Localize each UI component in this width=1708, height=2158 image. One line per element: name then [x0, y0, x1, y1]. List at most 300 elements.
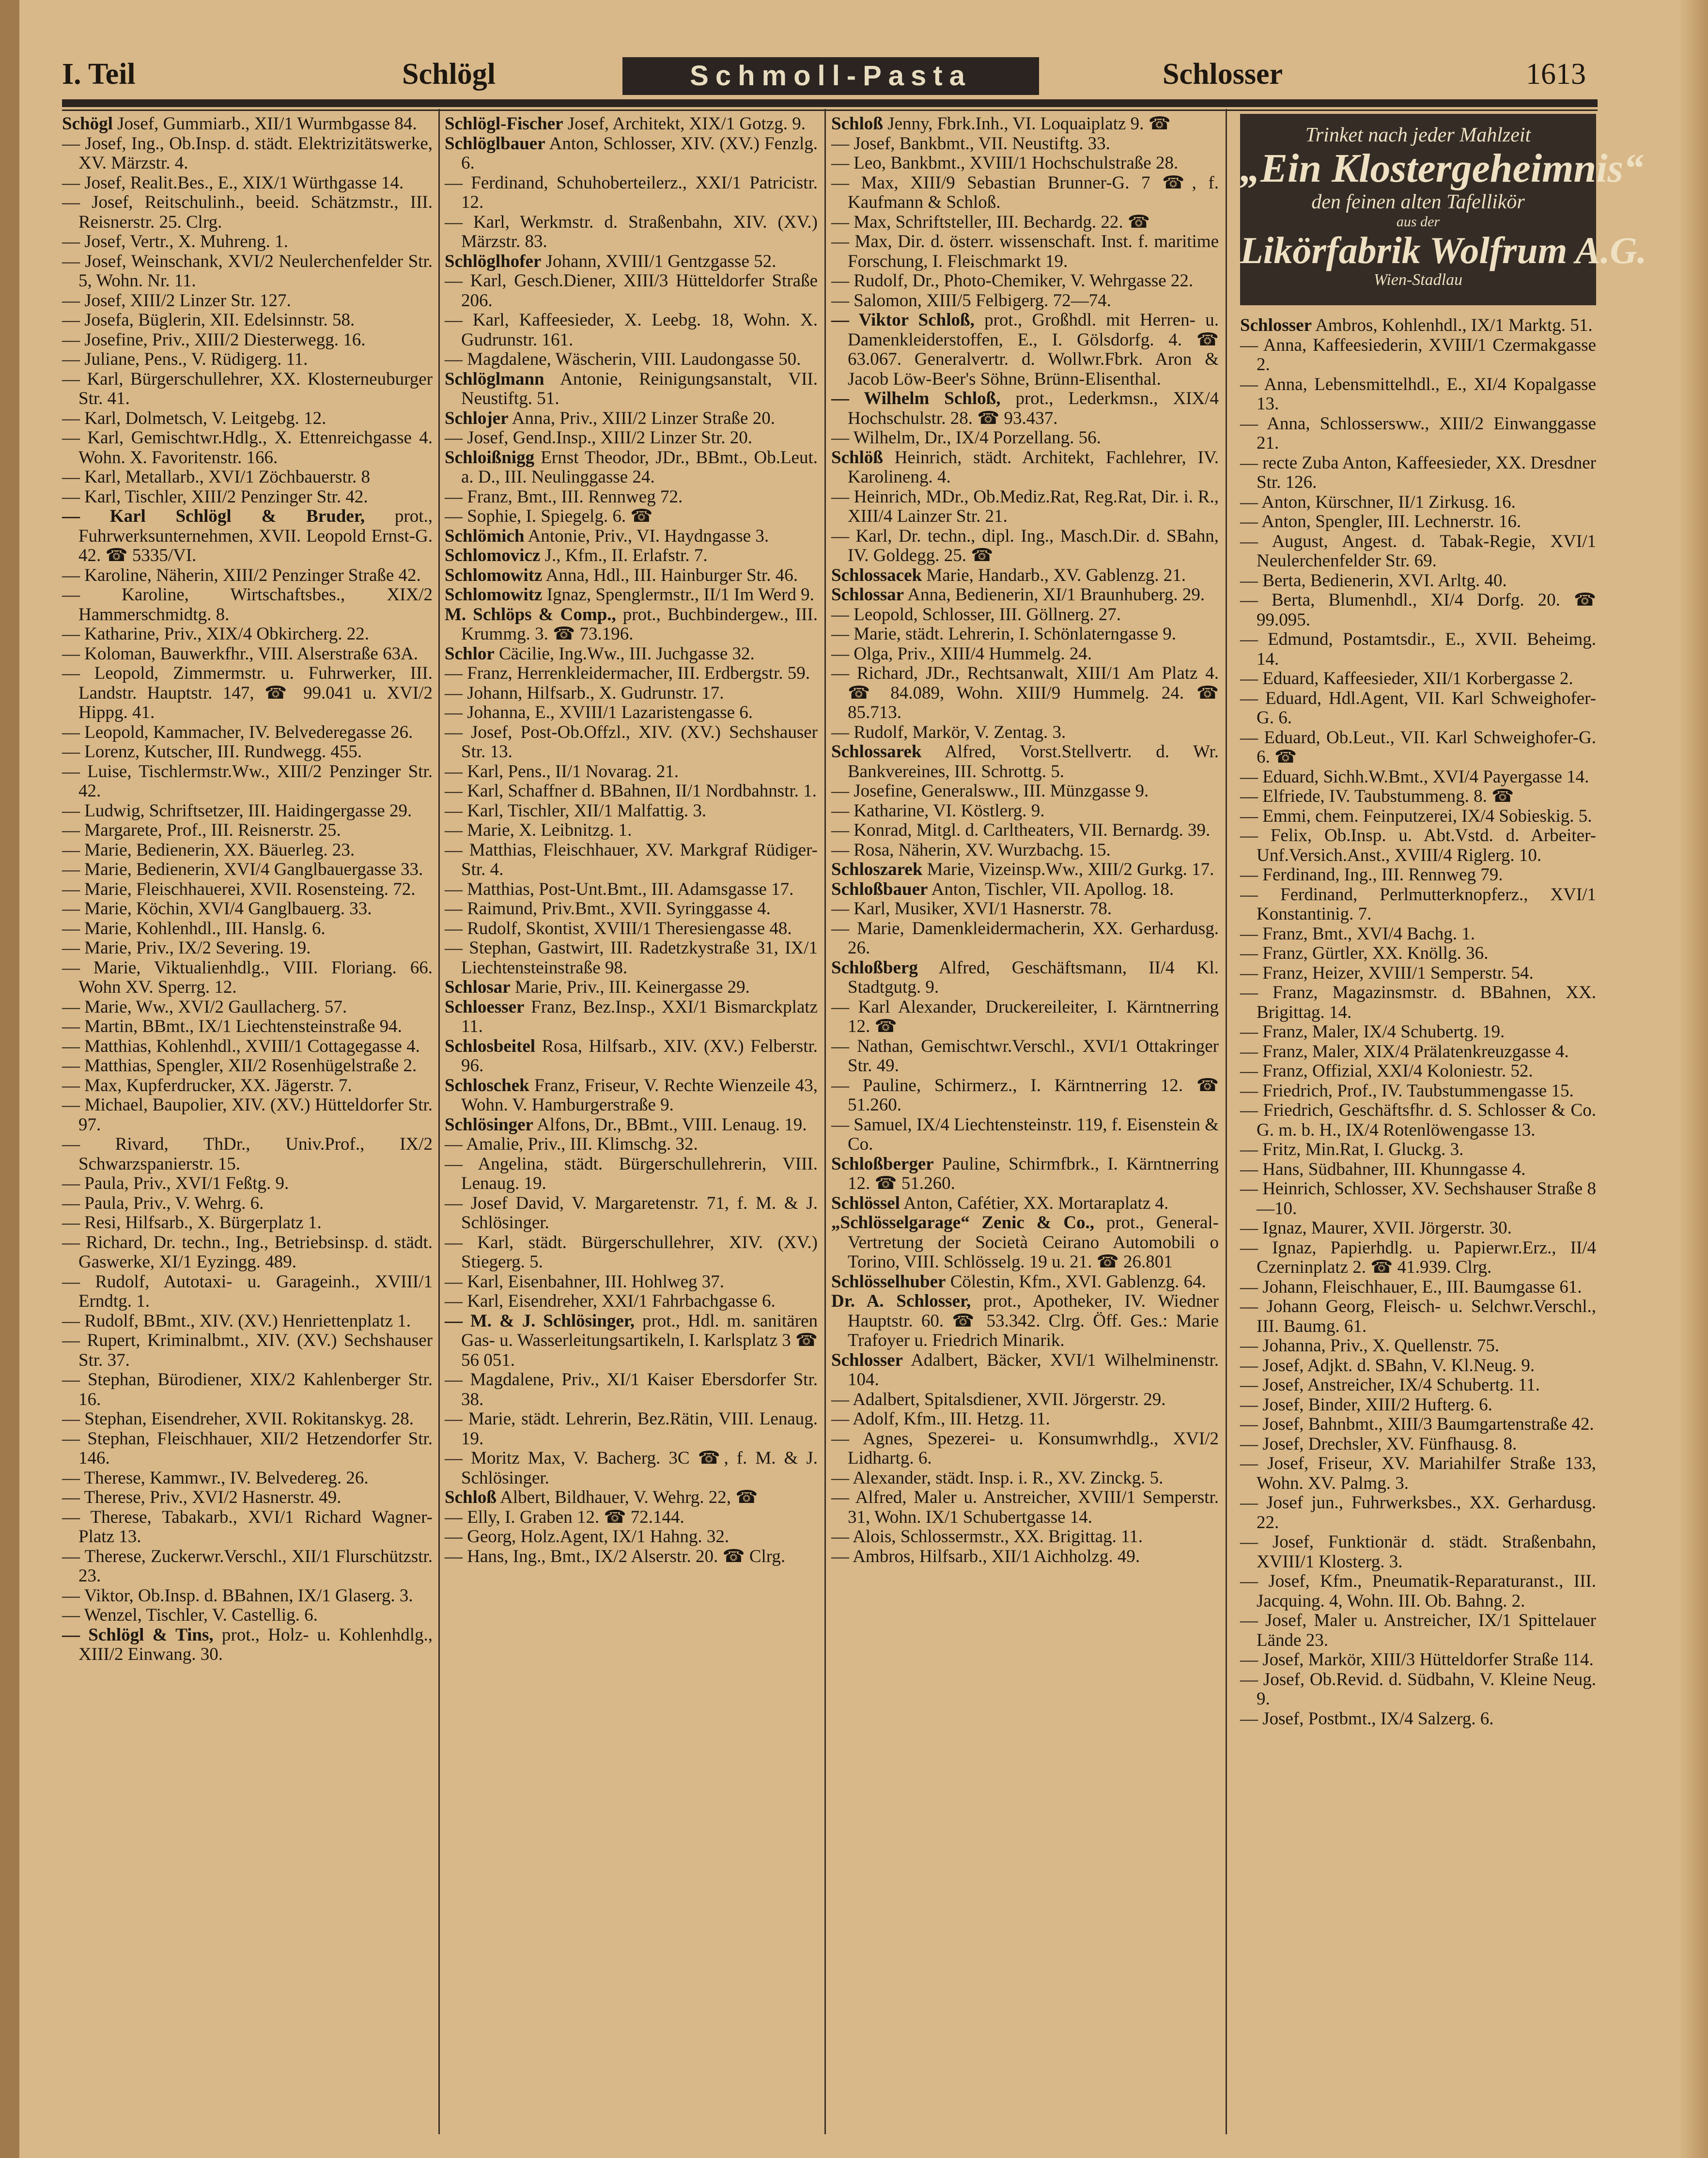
entry-details: — Franz, Maler, IX/4 Schubertg. 19.: [1240, 1022, 1505, 1042]
directory-entry: [62, 919, 433, 939]
entry-details: — Leopold, Kammacher, IV. Belvederegasse 26.: [62, 722, 413, 742]
entry-details: prot., Holz- u. Kohlenhdlg., XIII/2 Einwang. 30.: [78, 1625, 433, 1664]
directory-entry: [62, 1331, 433, 1370]
directory-entry: [62, 998, 433, 1017]
entry-details: — Heinrich, MDr., Ob.Mediz.Rat, Reg.Rat, Dir. i. R., XIII/4 Lainzer Str. 21.: [831, 486, 1219, 526]
entry-details: Anton, Cafétier, XX. Mortaraplatz 4.: [900, 1193, 1169, 1213]
entry-details: — Eduard, Hdl.Agent, VII. Karl Schweighofer-G. 6.: [1240, 688, 1596, 728]
entry-details: prot., General-Vertretung der Società Ceirano Automobili o Torino, VIII. Schlösselg. 19 u. 21. ☎ 26.801: [848, 1213, 1219, 1272]
entry-details: — Karl, Gesch.Diener, XIII/3 Hütteldorfer Straße 206.: [445, 271, 818, 311]
entry-details: — Josef, Vertr., X. Muhreng. 1.: [62, 232, 288, 251]
entry-details: prot., Apotheker, IV. Wiedner Hauptstr. 60. ☎ 53.342. Clrg. Öff. Ges.: Marie Trafoyer u. Friedrich Minarik.: [848, 1291, 1219, 1350]
directory-entry: [62, 801, 433, 821]
entry-details: — Karl, Tischler, XII/1 Malfattig. 3.: [445, 800, 707, 821]
entry-details: Franz, Friseur, V. Rechte Wienzeile 43, Wohn. V. Hamburgerstraße 9.: [461, 1075, 818, 1115]
entry-surname: Schlor: [445, 643, 495, 664]
directory-entry: [831, 1527, 1219, 1547]
directory-entry: [831, 919, 1219, 958]
entry-details: — Josef, Kfm., Pneumatik-Reparaturanst., III. Jacquing. 4, Wohn. III. Ob. Bahng. 2.: [1240, 1571, 1596, 1611]
directory-entry: [62, 880, 433, 900]
entry-details: — Resi, Hilfsarb., X. Bürgerplatz 1.: [62, 1213, 322, 1233]
entry-details: Josef, Architekt, XIX/1 Gotzg. 9.: [563, 114, 806, 134]
entry-details: — Koloman, Bauwerkfhr., VIII. Alserstraße 63A.: [62, 643, 419, 664]
directory-entry: [1240, 630, 1596, 669]
directory-entry: [445, 271, 818, 311]
directory-entry: [62, 1547, 433, 1586]
directory-entry: [445, 998, 818, 1037]
directory-entry: [831, 1292, 1219, 1351]
header-advert-banner: Schmoll-Pasta: [622, 57, 1039, 95]
directory-entry: [445, 311, 818, 350]
directory-entry: [62, 1409, 433, 1429]
directory-entry: [445, 644, 818, 664]
directory-entry: [1240, 1101, 1596, 1140]
directory-entry: [62, 232, 433, 252]
entry-surname: Schlömich: [445, 526, 525, 546]
directory-entry: [445, 1233, 818, 1272]
entry-details: — Hans, Ing., Bmt., IX/2 Alserstr. 20. ☎ Clrg.: [445, 1546, 786, 1566]
directory-entry: [1240, 493, 1596, 513]
directory-entry: [445, 978, 818, 998]
entry-details: — Rudolf, Autotaxi- u. Garageinh., XVIII/1 Erndtg. 1.: [62, 1271, 433, 1311]
entry-surname: Schloß: [445, 1487, 497, 1507]
directory-entry: [831, 1076, 1219, 1115]
entry-details: — Karl, Eisenbahner, III. Hohlweg 37.: [445, 1271, 724, 1292]
entry-details: — Karl, städt. Bürgerschullehrer, XIV. (XV.) Stiegerg. 5.: [445, 1232, 818, 1272]
directory-column-3: [831, 114, 1219, 1566]
entry-details: — Georg, Holz.Agent, IX/1 Hahng. 32.: [445, 1527, 730, 1547]
directory-entry: [1240, 512, 1596, 532]
entry-details: Anna, Hdl., III. Hainburger Str. 46.: [542, 565, 798, 585]
entry-surname: Schlossacek: [831, 565, 922, 585]
entry-details: — Richard, Dr. techn., Ing., Betriebsinsp. d. städt. Gaswerke, XI/1 Eyzingg. 489.: [62, 1232, 433, 1272]
directory-entry: [831, 1469, 1219, 1488]
directory-entry: [831, 1409, 1219, 1429]
entry-details: — Lorenz, Kutscher, III. Rundwegg. 455.: [62, 742, 362, 762]
entry-details: — Johann, Hilfsarb., X. Gudrunstr. 17.: [445, 683, 724, 703]
entry-details: — Raimund, Priv.Bmt., XVII. Syringgasse 4.: [445, 899, 771, 919]
entry-details: — Stephan, Gastwirt, III. Radetzkystraße 31, IX/1 Liechtensteinstraße 98.: [445, 938, 818, 978]
entry-details: — Salomon, XIII/5 Felbigerg. 72—74.: [831, 290, 1111, 311]
directory-entry: [445, 684, 818, 704]
directory-entry: [1240, 1493, 1596, 1532]
header-last-word: Schlosser: [1163, 58, 1283, 91]
page-number: 1613: [1526, 58, 1586, 91]
directory-entry: [62, 625, 433, 644]
directory-entry: [62, 958, 433, 998]
entry-details: — Marie, Viktualienhdlg., VIII. Floriang. 66. Wohn XV. Sperrg. 12.: [62, 957, 433, 997]
directory-entry: [831, 1429, 1219, 1469]
entry-details: — Karl, Dr. techn., dipl. Ing., Masch.Dir. d. SBahn, IV. Goldegg. 25. ☎: [831, 526, 1219, 565]
directory-entry: [831, 291, 1219, 311]
directory-entry: [62, 1606, 433, 1626]
entry-details: — Katharine, Priv., XIX/4 Obkircherg. 22.: [62, 624, 370, 644]
directory-entry: [445, 1037, 818, 1076]
directory-entry: [1240, 532, 1596, 571]
directory-entry: [831, 585, 1219, 605]
directory-entry: [1240, 1219, 1596, 1238]
entry-surname: „Schlösselgarage“ Zenic & Co.,: [831, 1213, 1094, 1233]
entry-details: — Matthias, Fleischhauer, XV. Markgraf Rüdiger-Str. 4.: [445, 840, 818, 879]
directory-entry: [831, 801, 1219, 821]
entry-details: — Michael, Baupolier, XIV. (XV.) Hütteldorfer Str. 97.: [62, 1095, 433, 1135]
directory-entry: [445, 585, 818, 605]
directory-entry: [1240, 1454, 1596, 1493]
directory-entry: [445, 370, 818, 409]
entry-details: Cölestin, Kfm., XVI. Gablenzg. 64.: [946, 1271, 1206, 1292]
entry-details: Anna, Priv., XIII/2 Linzer Straße 20.: [508, 408, 775, 428]
entry-details: — Karl Alexander, Druckereileiter, I. Kärntnerring 12. ☎: [831, 997, 1219, 1036]
header-first-word: Schlögl: [402, 58, 496, 91]
directory-entry: [62, 644, 433, 664]
directory-entry: [62, 1037, 433, 1057]
directory-entry: [831, 527, 1219, 566]
entry-details: — Stephan, Eisendreher, XVII. Rokitanskyg. 28.: [62, 1409, 414, 1429]
entry-details: — Eduard, Kaffeesieder, XII/1 Korbergasse 2.: [1240, 669, 1573, 688]
directory-entry: [62, 841, 433, 860]
entry-details: — Marie, Fleischhauerei, XVII. Rosensteing. 72.: [62, 879, 416, 899]
entry-details: — Josef David, V. Margaretenstr. 71, f. M. & J. Schlösinger.: [445, 1193, 818, 1233]
entry-details: Franz, Bez.Insp., XXI/1 Bismarckplatz 11.: [461, 997, 818, 1036]
entry-details: — Stephan, Bürodiener, XIX/2 Kahlenberger Str. 16.: [62, 1370, 433, 1409]
entry-surname: Schlöglmann: [445, 369, 544, 389]
entry-details: — Marie, städt. Lehrerin, I. Schönlaterngasse 9.: [831, 624, 1177, 644]
directory-entry: [62, 252, 433, 291]
directory-entry: [445, 448, 818, 487]
entry-details: — Josef, XIII/2 Linzer Str. 127.: [62, 290, 291, 311]
entry-details: — Josef, Anstreicher, IX/4 Schubertg. 11.: [1240, 1375, 1540, 1395]
entry-surname: Schlöß: [831, 447, 883, 468]
directory-entry: [831, 1213, 1219, 1272]
entry-details: — Rudolf, Dr., Photo-Chemiker, V. Wehrgasse 22.: [831, 271, 1194, 291]
entry-details: — Josefa, Büglerin, XII. Edelsinnstr. 58.: [62, 310, 355, 330]
entry-details: Josef, Gummiarb., XII/1 Wurmbgasse 84.: [112, 114, 417, 134]
entry-details: Ambros, Kohlenhdl., IX/1 Marktg. 51.: [1312, 315, 1593, 335]
entry-details: — Therese, Zuckerwr.Verschl., XII/1 Flurschützstr. 23.: [62, 1546, 433, 1586]
entry-details: — Anna, Lebensmittelhdl., E., XI/4 Kopalgasse 13.: [1240, 374, 1596, 414]
directory-entry: [62, 370, 433, 409]
entry-details: — Magdalene, Priv., XI/1 Kaiser Ebersdorfer Str. 38.: [445, 1370, 818, 1409]
entry-details: — Ignaz, Papierhdlg. u. Papierwr.Erz., II/4 Czerninplatz 2. ☎ 41.939. Clrg.: [1240, 1237, 1596, 1277]
entry-details: — Karl, Tischler, XIII/2 Penzinger Str. 42.: [62, 486, 368, 507]
directory-entry: [831, 860, 1219, 880]
directory-entry: [1240, 1376, 1596, 1395]
directory-entry: [62, 1174, 433, 1194]
column-divider: [824, 109, 826, 2134]
directory-entry: [1240, 983, 1596, 1022]
entry-details: — Karl, Musiker, XVI/1 Hasnerstr. 78.: [831, 899, 1112, 919]
directory-entry: [445, 1272, 818, 1292]
entry-details: — Josef, Reitschulinh., beeid. Schätzmstr., III. Reisnerstr. 25. Clrg.: [62, 192, 433, 232]
entry-details: — Magdalene, Wäscherin, VIII. Laudongasse 50.: [445, 349, 801, 369]
entry-details: — Angelina, städt. Bürgerschullehrerin, VIII. Lenaug. 19.: [445, 1154, 818, 1193]
directory-entry: [62, 1370, 433, 1409]
entry-details: — Luise, Tischlermstr.Ww., XIII/2 Penzinger Str. 42.: [62, 761, 433, 801]
directory-entry: [831, 782, 1219, 801]
directory-entry: [1240, 787, 1596, 807]
entry-details: — Karl, Kaffeesieder, X. Leebg. 18, Wohn. X. Gudrunstr. 161.: [445, 310, 818, 350]
directory-entry: [1240, 1415, 1596, 1435]
directory-entry: [62, 134, 433, 173]
entry-surname: Schlosser: [1240, 315, 1312, 335]
directory-entry: [62, 1056, 433, 1076]
entry-details: — Olga, Priv., XIII/4 Hummelg. 24.: [831, 643, 1092, 664]
entry-surname: — Viktor Schloß,: [831, 310, 975, 330]
directory-entry: [62, 1233, 433, 1272]
directory-entry: [445, 801, 818, 821]
entry-details: — Matthias, Kohlenhdl., XVIII/1 Cottagegasse 4.: [62, 1036, 420, 1056]
directory-entry: [831, 566, 1219, 586]
entry-surname: Schlomowitz: [445, 565, 543, 585]
directory-entry: [1240, 767, 1596, 787]
entry-details: — Adalbert, Spitalsdiener, XVII. Jörgerstr. 29.: [831, 1389, 1166, 1409]
directory-entry: [1240, 1650, 1596, 1670]
entry-details: Cäcilie, Ing.Ww., III. Juchgasse 32.: [494, 643, 755, 664]
entry-details: — Martin, BBmt., IX/1 Liechtensteinstraße 94.: [62, 1016, 402, 1036]
directory-entry: [831, 448, 1219, 487]
entry-details: — Josef, Drechsler, XV. Fünfhausg. 8.: [1240, 1434, 1517, 1454]
directory-entry: [831, 880, 1219, 900]
directory-entry: [62, 468, 433, 487]
directory-entry: [1240, 1336, 1596, 1356]
entry-details: — Ignaz, Maurer, XVII. Jörgerstr. 30.: [1240, 1218, 1512, 1238]
directory-entry: [1240, 1611, 1596, 1650]
directory-entry: [831, 1390, 1219, 1410]
entry-details: — Karl, Gemischtwr.Hdlg., X. Ettenreichgasse 4. Wohn. X. Favoritenstr. 166.: [62, 428, 433, 468]
entry-details: — Karoline, Wirtschaftsbes., XIX/2 Hammerschmidtg. 8.: [62, 585, 433, 625]
directory-entry: [445, 1409, 818, 1449]
directory-entry: [62, 585, 433, 625]
entry-details: — Wenzel, Tischler, V. Castellig. 6.: [62, 1605, 318, 1625]
entry-surname: Schloß: [831, 114, 883, 134]
directory-entry: [62, 1488, 433, 1508]
entry-surname: — M. & J. Schlösinger,: [445, 1311, 635, 1331]
directory-entry: [1240, 924, 1596, 944]
directory-entry: [1240, 1435, 1596, 1454]
entry-details: — Franz, Bmt., III. Rennweg 72.: [445, 486, 683, 507]
directory-entry: [445, 938, 818, 978]
directory-entry: [445, 507, 818, 527]
directory-entry: [445, 213, 818, 252]
entry-surname: Schloschek: [445, 1075, 529, 1095]
entry-details: — Heinrich, Schlosser, XV. Sechshauser Straße 8—10.: [1240, 1179, 1596, 1219]
entry-details: — Franz, Magazinsmstr. d. BBahnen, XX. Brigittag. 14.: [1240, 983, 1596, 1022]
directory-entry: [831, 114, 1219, 134]
entry-details: Johann, XVIII/1 Gentzgasse 52.: [541, 251, 776, 271]
entry-details: — Therese, Tabakarb., XVI/1 Richard Wagner-Platz 13.: [62, 1507, 433, 1547]
entry-surname: Schlösinger: [445, 1114, 533, 1135]
entry-surname: Dr. A. Schlosser,: [831, 1291, 971, 1311]
entry-details: — Ludwig, Schriftsetzer, III. Haidingergasse 29.: [62, 800, 412, 821]
entry-details: — Karl, Metallarb., XVI/1 Zöchbauerstr. 8: [62, 467, 371, 487]
directory-entry: [445, 134, 818, 173]
entry-details: — Josef, Funktionär d. städt. Straßenbahn, XVIII/1 Klosterg. 3.: [1240, 1532, 1596, 1572]
directory-entry: [62, 1626, 433, 1665]
directory-entry: [1240, 1297, 1596, 1336]
entry-details: — Fritz, Min.Rat, I. Gluckg. 3.: [1240, 1140, 1464, 1159]
directory-entry: [831, 644, 1219, 664]
directory-entry: [445, 252, 818, 272]
ad-headline: „Ein Klostergeheimnis“: [1240, 146, 1644, 191]
directory-entry: [445, 1488, 818, 1508]
directory-entry: [1240, 1140, 1596, 1160]
directory-entry: [831, 173, 1219, 213]
directory-entry: [62, 193, 433, 232]
directory-entry: [831, 899, 1219, 919]
entry-details: — Paula, Priv., V. Wehrg. 6.: [62, 1193, 264, 1213]
directory-entry: [445, 350, 818, 370]
entry-details: Antonie, Reinigungsanstalt, VII. Neustiftg. 51.: [461, 369, 818, 408]
directory-entry: [445, 841, 818, 880]
directory-entry: [62, 350, 433, 370]
entry-details: — Paula, Priv., XVI/1 Feßtg. 9.: [62, 1173, 289, 1193]
ad-line: Trinket nach jeder Mahlzeit: [1305, 124, 1531, 146]
directory-entry: [62, 1508, 433, 1547]
directory-entry: [62, 409, 433, 429]
entry-details: — Rudolf, Markör, V. Zentag. 3.: [831, 722, 1066, 742]
directory-entry: [62, 487, 433, 507]
directory-entry: [445, 1312, 818, 1371]
entry-details: — Marie, Ww., XVI/2 Gaullacherg. 57.: [62, 997, 347, 1017]
directory-entry: [62, 860, 433, 880]
entry-details: — Josef, Ing., Ob.Insp. d. städt. Elektrizitätswerke, XV. Märzstr. 4.: [62, 133, 433, 173]
entry-details: — Marie, Priv., IX/2 Severing. 19.: [62, 938, 311, 958]
entry-details: — Berta, Blumenhdl., XI/4 Dorfg. 20. ☎ 99.095.: [1240, 590, 1596, 630]
directory-column-1: [62, 114, 433, 1665]
entry-details: — Friedrich, Geschäftsfhr. d. S. Schlosser & Co. G. m. b. H., IX/4 Rotenlöwengasse 13.: [1240, 1100, 1596, 1140]
entry-details: Jenny, Fbrk.Inh., VI. Loquaiplatz 9. ☎: [883, 114, 1171, 134]
directory-entry: [62, 899, 433, 919]
entry-details: — Wilhelm, Dr., IX/4 Porzellang. 56.: [831, 428, 1101, 448]
directory-entry: [831, 821, 1219, 841]
directory-entry: [1240, 1670, 1596, 1709]
entry-details: Albert, Bildhauer, V. Wehrg. 22, ☎: [496, 1487, 758, 1507]
header-rule: [62, 99, 1598, 107]
entry-details: — Ambros, Hilfsarb., XII/1 Aichholzg. 49.: [831, 1546, 1140, 1566]
directory-entry: [1240, 885, 1596, 924]
entry-surname: Schlössel: [831, 1193, 900, 1213]
entry-details: — Franz, Heizer, XVIII/1 Semperstr. 54.: [1240, 963, 1534, 983]
entry-details: — Rosa, Näherin, XV. Wurzbachg. 15.: [831, 840, 1111, 860]
entry-surname: Schloßberger: [831, 1154, 934, 1174]
directory-entry: [62, 1194, 433, 1214]
entry-details: — Sophie, I. Spiegelg. 6. ☎: [445, 506, 653, 526]
directory-entry: [445, 1547, 818, 1567]
directory-entry: [831, 664, 1219, 723]
entry-details: — Marie, Kohlenhdl., III. Hanslg. 6.: [62, 918, 326, 938]
directory-entry: [1240, 571, 1596, 591]
entry-details: — Matthias, Post-Unt.Bmt., III. Adamsgasse 17.: [445, 879, 794, 899]
directory-entry: [1240, 414, 1596, 453]
directory-entry: [62, 938, 433, 958]
directory-column-4: [1240, 316, 1596, 1729]
directory-entry: [445, 1449, 818, 1488]
directory-entry: [445, 821, 818, 841]
directory-entry: [1240, 807, 1596, 827]
entry-details: — Max, Kupferdrucker, XX. Jägerstr. 7.: [62, 1075, 352, 1095]
entry-details: — Johann, Fleischhauer, E., III. Baumgasse 61.: [1240, 1277, 1582, 1297]
directory-entry: [831, 742, 1219, 782]
directory-entry: [1240, 1179, 1596, 1219]
entry-surname: — Schlögl & Tins,: [62, 1625, 214, 1645]
directory-entry: [831, 998, 1219, 1037]
entry-details: — Josef, Markör, XIII/3 Hütteldorfer Straße 114.: [1240, 1650, 1594, 1670]
liqueur-advertisement: [1240, 114, 1647, 305]
entry-details: — Josef, Adjkt. d. SBahn, V. Kl.Neug. 9.: [1240, 1355, 1535, 1376]
entry-details: — Josef, Maler u. Anstreicher, IX/1 Spittelauer Lände 23.: [1240, 1611, 1596, 1650]
entry-details: — Elly, I. Graben 12. ☎ 72.144.: [445, 1507, 684, 1527]
entry-details: — recte Zuba Anton, Kaffeesieder, XX. Dresdner Str. 126.: [1240, 453, 1596, 492]
entry-details: — Amalie, Priv., III. Klimschg. 32.: [445, 1134, 698, 1154]
directory-entry: [445, 1527, 818, 1547]
entry-details: Marie, Vizeinsp.Ww., XIII/2 Gurkg. 17.: [922, 860, 1214, 879]
directory-entry: [1240, 944, 1596, 964]
directory-entry: [62, 742, 433, 762]
entry-surname: Schlögl-Fischer: [445, 114, 563, 134]
entry-details: — Josef, Bankbmt., VII. Neustiftg. 33.: [831, 133, 1110, 154]
entry-details: — Moritz Max, V. Bacherg. 3C ☎, f. M. & J. Schlösinger.: [445, 1448, 818, 1488]
directory-entry: [831, 1272, 1219, 1292]
entry-details: prot., Lederkmsn., XIX/4 Hochschulstr. 28. ☎ 93.437.: [848, 389, 1219, 428]
entry-details: — Berta, Bedienerin, XVI. Arltg. 40.: [1240, 570, 1507, 591]
entry-details: — Katharine, VI. Köstlerg. 9.: [831, 800, 1045, 821]
directory-entry: [1240, 336, 1596, 375]
directory-entry: [1240, 1278, 1596, 1298]
entry-details: — Margarete, Prof., III. Reisnerstr. 25.: [62, 820, 341, 840]
directory-entry: [62, 1213, 433, 1233]
directory-entry: [62, 330, 433, 350]
directory-entry: [445, 880, 818, 900]
entry-details: — Ferdinand, Perlmutterknopferz., XVI/1 Konstantinig. 7.: [1240, 884, 1596, 924]
directory-entry: [445, 173, 818, 213]
directory-entry: [1240, 1042, 1596, 1062]
directory-entry: [831, 1547, 1219, 1567]
directory-entry: [1240, 1709, 1596, 1729]
entry-details: — Edmund, Postamtsdir., E., XVII. Beheimg. 14.: [1240, 629, 1596, 669]
directory-entry: [831, 232, 1219, 271]
entry-details: — Matthias, Spengler, XII/2 Rosenhügelstraße 2.: [62, 1056, 417, 1076]
directory-entry: [1240, 1395, 1596, 1415]
directory-entry: [62, 821, 433, 841]
directory-entry: [62, 1272, 433, 1312]
directory-entry: [831, 1194, 1219, 1214]
entry-details: — Samuel, IX/4 Liechtensteinstr. 119, f. Eisenstein & Co.: [831, 1114, 1219, 1154]
entry-details: — Karl, Pens., II/1 Novarag. 21.: [445, 761, 679, 782]
entry-details: prot., Buchbindergew., III. Krummg. 3. ☎ 73.196.: [461, 604, 818, 644]
directory-entry: [831, 1155, 1219, 1194]
directory-entry: [1240, 865, 1596, 885]
page-binding-edge: [0, 0, 19, 2158]
header-rule-thin: [62, 109, 1598, 111]
entry-details: — Adolf, Kfm., III. Hetzg. 11.: [831, 1409, 1050, 1429]
directory-entry: [831, 723, 1219, 743]
directory-entry: [831, 1351, 1219, 1390]
directory-entry: [445, 114, 818, 134]
entry-details: — Leopold, Zimmermstr. u. Fuhrwerker, III. Landstr. Hauptstr. 147, ☎ 99.041 u. XVI/2 Hippg. 41.: [62, 663, 433, 722]
entry-surname: — Karl Schlögl & Bruder,: [62, 506, 365, 526]
directory-entry: [62, 1095, 433, 1135]
directory-entry: [831, 428, 1219, 448]
entry-details: — Ferdinand, Ing., III. Rennweg 79.: [1240, 865, 1503, 885]
entry-surname: Schlosbeitel: [445, 1036, 536, 1056]
entry-details: — Friedrich, Prof., IV. Taubstummengasse 15.: [1240, 1080, 1574, 1101]
directory-entry: [831, 487, 1219, 527]
entry-surname: Schlomovicz: [445, 546, 541, 565]
entry-details: — Agnes, Spezerei- u. Konsumwrhdlg., XVI/2 Lidhartg. 6.: [831, 1428, 1219, 1468]
directory-entry: [1240, 1081, 1596, 1101]
entry-details: — Marie, X. Leibnitzg. 1.: [445, 820, 632, 840]
directory-entry: [831, 213, 1219, 233]
